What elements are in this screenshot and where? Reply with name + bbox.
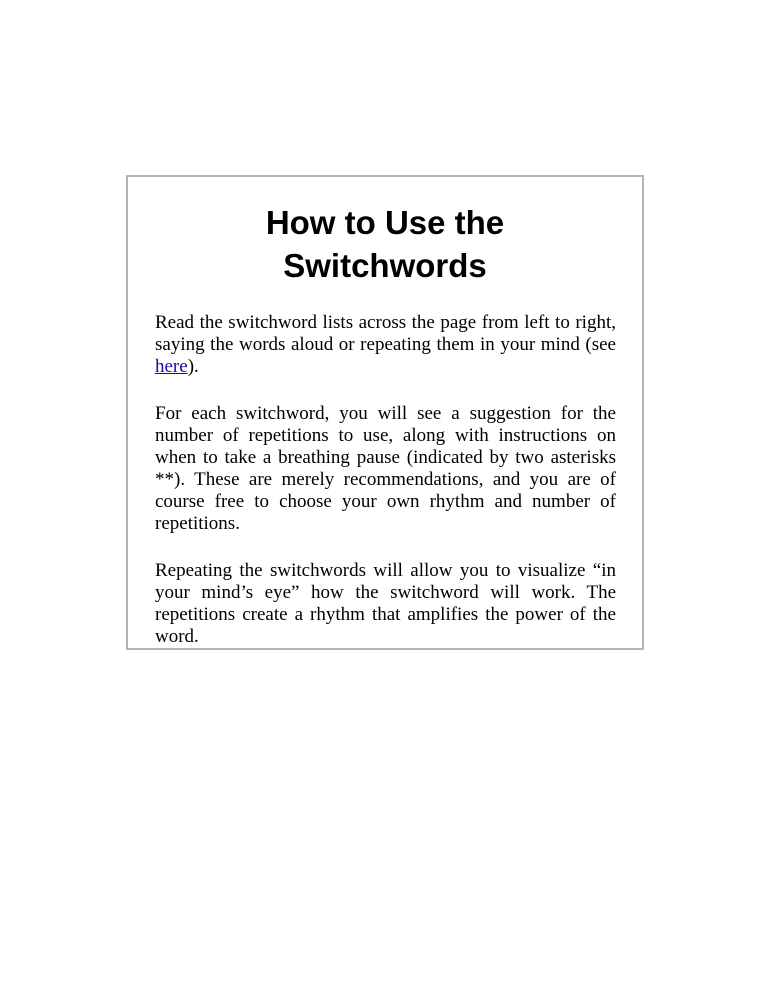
paragraph-2: For each switchword, you will see a suggestion for the number of repetitions to use, along with instructions on when to take a breathing pause (indicated by two asterisks **). These are merely recommendations, and you are of course free to choose your own rhythm and number of repetitions.: [155, 403, 616, 534]
paragraph-3: Repeating the switchwords will allow you to visualize “in your mind’s eye” how the switchword will work. The repetitions create a rhythm that amplifies the power of the word.: [155, 560, 616, 647]
page-title-line-2: Switchwords: [283, 247, 487, 284]
body-text: [155, 312, 616, 673]
here-link[interactable]: here: [155, 356, 188, 377]
paragraph-1: [155, 312, 616, 378]
content-box: [126, 175, 644, 650]
page-title: [128, 201, 642, 287]
paragraph-1-end: ).: [187, 356, 199, 377]
paragraph-1-text: Read the switchword lists across the page from left to right, saying the words aloud or repeating them in your mind (see: [155, 312, 616, 355]
page-title-line-1: How to Use the: [265, 204, 505, 241]
